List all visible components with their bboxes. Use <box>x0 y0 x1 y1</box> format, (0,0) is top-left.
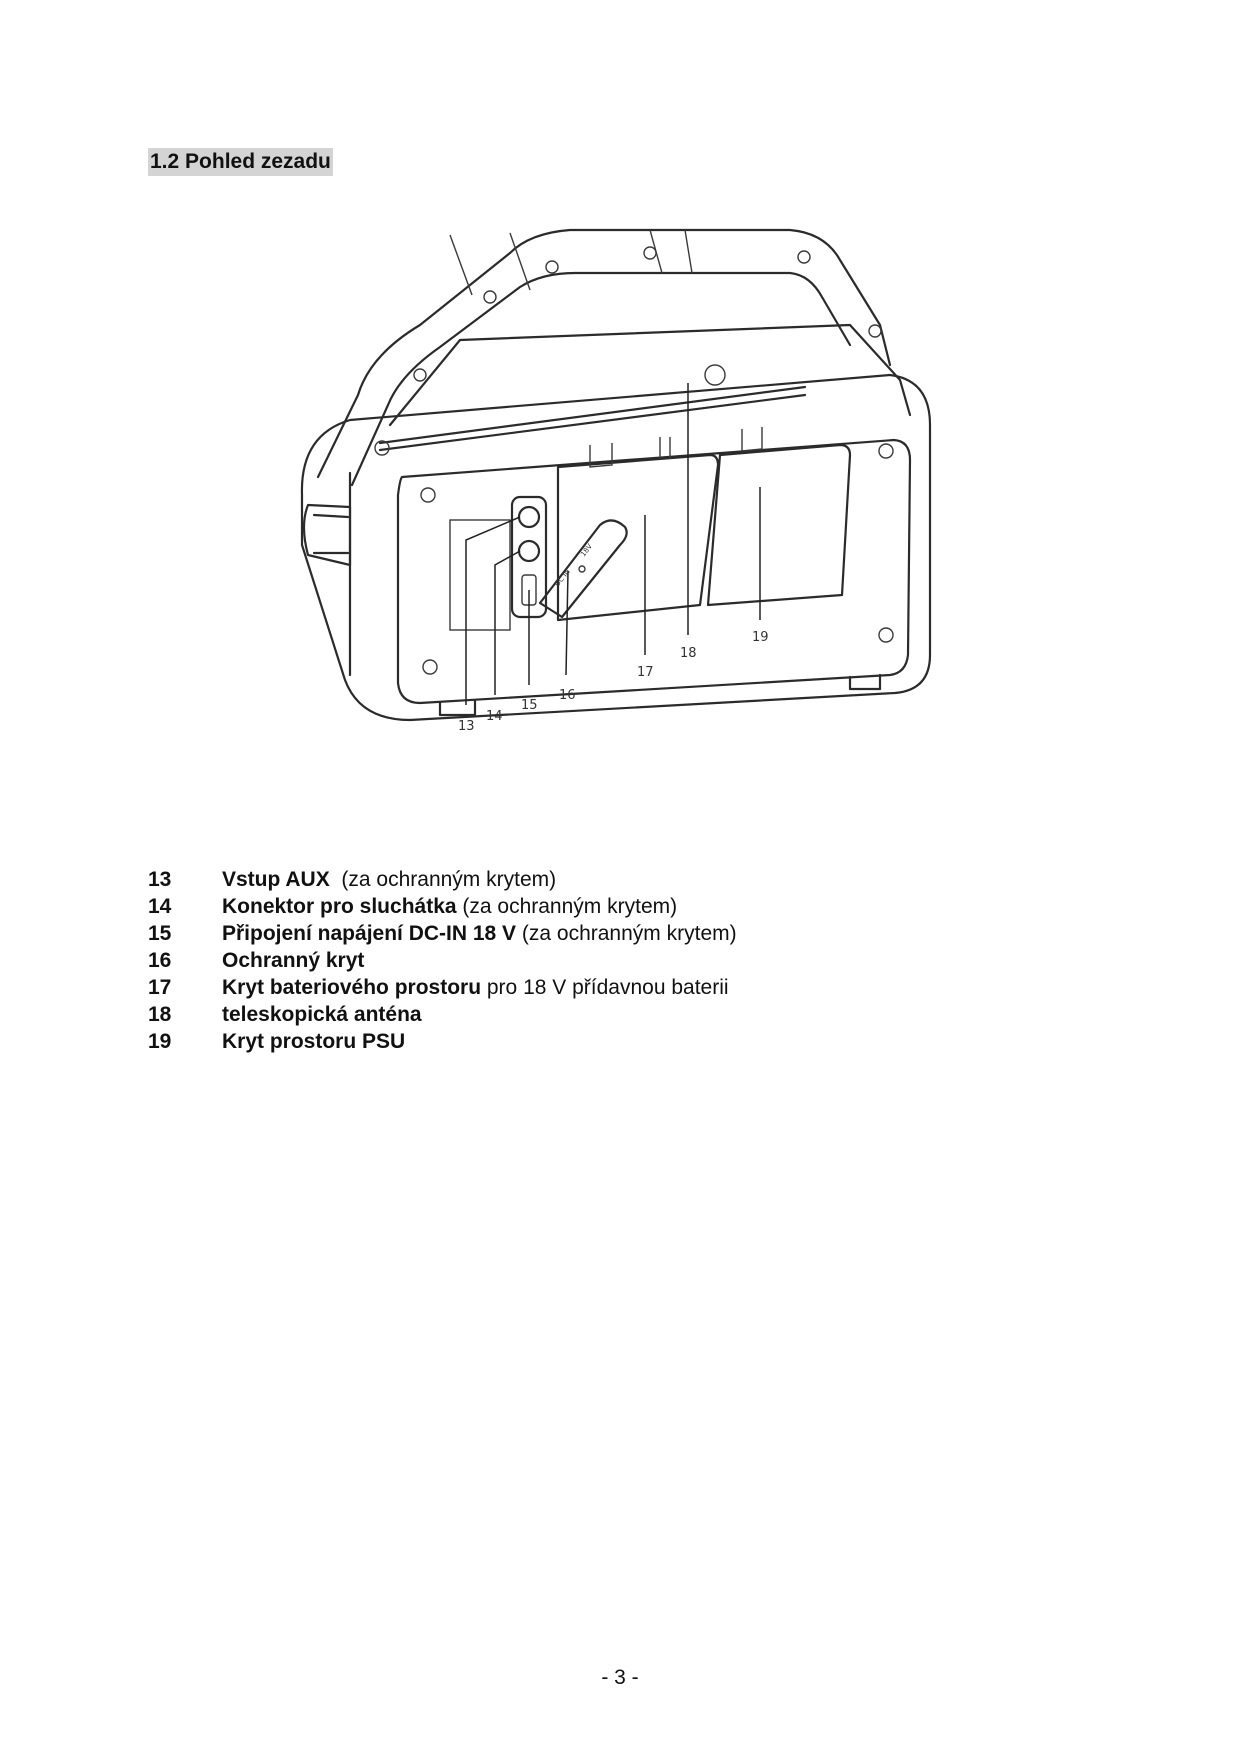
legend-name: teleskopická anténa <box>222 1003 422 1026</box>
handle-screw <box>414 369 426 381</box>
legend-number: 19 <box>148 1030 172 1053</box>
rear-view-illustration <box>290 215 950 815</box>
panel-screw <box>879 444 893 458</box>
legend-name: Ochranný kryt <box>222 949 365 972</box>
handle-screw <box>869 325 881 337</box>
legend-item <box>148 1001 737 1028</box>
panel-screw <box>423 660 437 674</box>
cover-indicator <box>579 566 585 572</box>
psu-compartment-cover <box>708 445 850 605</box>
parts-legend <box>148 866 737 1055</box>
callout-line-14 <box>495 551 520 695</box>
panel-screw <box>879 628 893 642</box>
side-grip-lines <box>314 515 348 553</box>
handle-screw <box>546 261 558 273</box>
legend-name: Vstup AUX <box>222 868 330 891</box>
legend-description: (za ochranným krytem) <box>329 868 557 891</box>
page-number: - 3 - <box>601 1666 639 1689</box>
legend-item <box>148 866 737 893</box>
headphone-jack <box>519 541 539 561</box>
battery-compartment-cover <box>558 455 718 620</box>
legend-item <box>148 947 737 974</box>
legend-number: 17 <box>148 976 172 999</box>
handle-screw <box>644 247 656 259</box>
side-grip <box>304 505 350 565</box>
aux-jack <box>519 507 539 527</box>
legend-description: (za ochranným krytem) <box>516 922 737 945</box>
legend-number: 13 <box>148 868 172 891</box>
protective-cover <box>540 520 627 617</box>
legend-name: Kryt bateriového prostoru <box>222 976 482 999</box>
handle-screw <box>798 251 810 263</box>
rear-panel <box>398 440 910 703</box>
cover-marking: DC IN <box>553 567 572 589</box>
legend-name: Kryt prostoru PSU <box>222 1030 406 1053</box>
legend-item <box>148 1028 737 1055</box>
panel-screw <box>421 488 435 502</box>
legend-number: 18 <box>148 1003 172 1026</box>
callout-18: 18 <box>680 646 697 661</box>
callout-line-16 <box>566 571 568 675</box>
legend-number: 15 <box>148 922 172 945</box>
label-plate <box>450 520 510 630</box>
antenna <box>380 387 805 450</box>
handle-grip-lines <box>450 230 692 295</box>
section-title: 1.2 Pohled zezadu <box>148 148 333 176</box>
callout-14: 14 <box>486 709 503 724</box>
callout-19: 19 <box>752 630 769 645</box>
legend-name: Konektor pro sluchátka <box>222 895 457 918</box>
top-screw <box>705 365 725 385</box>
handle-screw <box>484 291 496 303</box>
legend-item <box>148 974 737 1001</box>
legend-item <box>148 893 737 920</box>
legend-number: 14 <box>148 895 172 918</box>
cover-marking: 18V <box>579 542 595 559</box>
legend-description: pro 18 V přídavnou baterii <box>481 976 729 999</box>
legend-item <box>148 920 737 947</box>
callout-17: 17 <box>637 665 654 680</box>
feet <box>440 675 880 715</box>
callout-16: 16 <box>559 688 576 703</box>
body-outline <box>302 375 930 720</box>
callout-13: 13 <box>458 719 475 734</box>
legend-description: (za ochranným krytem) <box>456 895 678 918</box>
callout-15: 15 <box>521 698 538 713</box>
legend-name: Připojení napájení DC-IN 18 V <box>222 922 517 945</box>
legend-number: 16 <box>148 949 172 972</box>
